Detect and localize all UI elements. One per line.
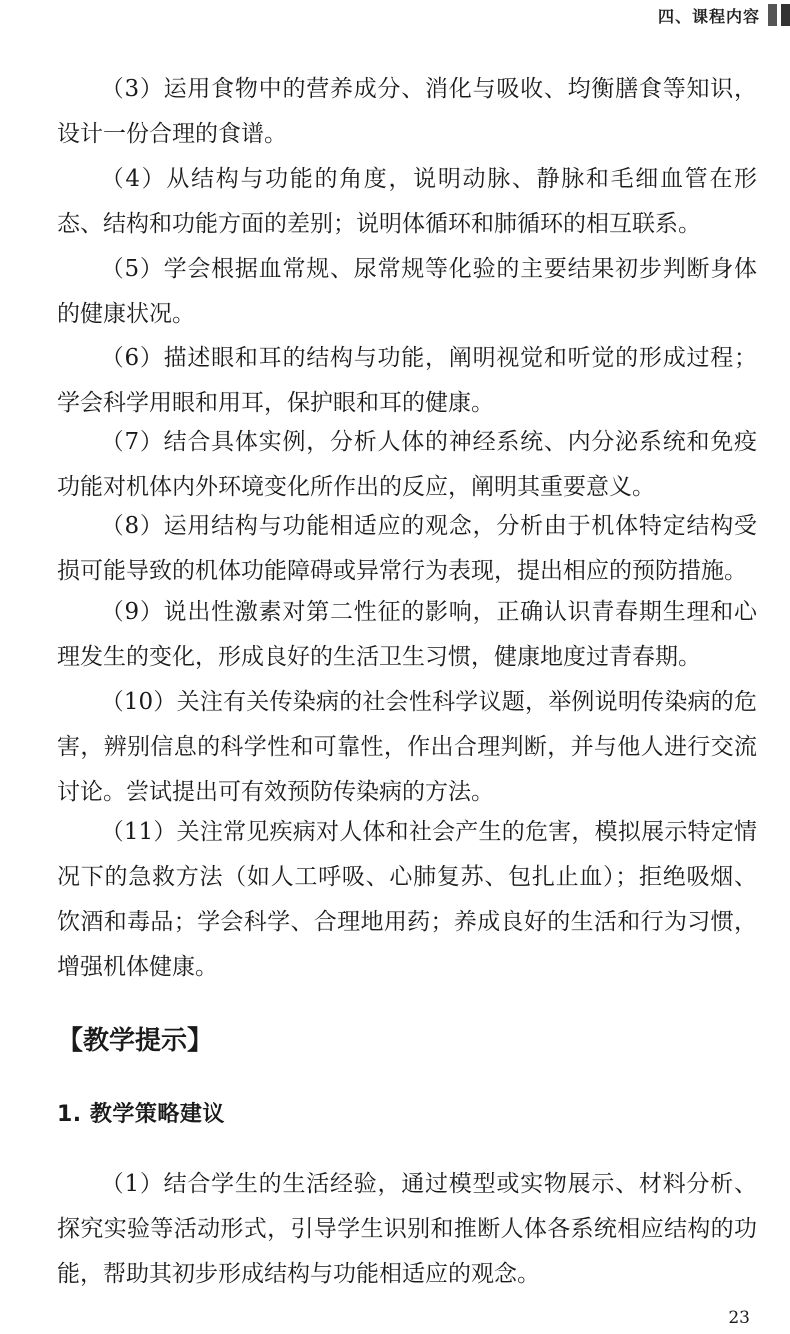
objective-paragraph-7: （7）结合具体实例，分析人体的神经系统、内分泌系统和免疫功能对机体内外环境变化所作出的反应，阐明其重要意义。	[57, 429, 757, 500]
strategy-paragraph-1: （1）结合学生的生活经验，通过模型或实物展示、材料分析、探究实验等活动形式，引导学生识别和推断人体各系统相应结构的功能，帮助其初步形成结构与功能相适应的观念。	[57, 1171, 757, 1287]
page-number: 23	[728, 1308, 750, 1328]
objective-paragraph-4: （4）从结构与功能的角度，说明动脉、静脉和毛细血管在形态、结构和功能方面的差别；说明体循环和肺循环的相互联系。	[57, 166, 757, 237]
objective-paragraph-8: （8）运用结构与功能相适应的观念，分析由于机体特定结构受损可能导致的机体功能障碍或异常行为表现，提出相应的预防措施。	[57, 513, 757, 584]
objective-paragraph-10: （10）关注有关传染病的社会性科学议题，举例说明传染病的危害，辨别信息的科学性和可靠性，作出合理判断，并与他人进行交流讨论。尝试提出可有效预防传染病的方法。	[57, 689, 757, 805]
teaching-strategy-subheading: 1. 教学策略建议	[57, 1102, 225, 1127]
teaching-tips-heading: 【教学提示】	[57, 1026, 214, 1056]
running-header	[658, 0, 790, 30]
objective-paragraph-3: （3）运用食物中的营养成分、消化与吸收、均衡膳食等知识，设计一份合理的食谱。	[57, 76, 757, 147]
section-title: 四、课程内容	[657, 6, 760, 26]
objective-paragraph-5: （5）学会根据血常规、尿常规等化验的主要结果初步判断身体的健康状况。	[57, 256, 757, 327]
header-bar-decoration	[781, 4, 790, 26]
header-bar-decoration	[768, 4, 777, 26]
objective-paragraph-11: （11）关注常见疾病对人体和社会产生的危害，模拟展示特定情况下的急救方法（如人工呼吸、心肺复苏、包扎止血）；拒绝吸烟、饮酒和毒品；学会科学、合理地用药；养成良好的生活和行为习惯，增强机体健康。	[57, 819, 757, 980]
objective-paragraph-6: （6）描述眼和耳的结构与功能，阐明视觉和听觉的形成过程；学会科学用眼和用耳，保护眼和耳的健康。	[57, 345, 757, 416]
objective-paragraph-9: （9）说出性激素对第二性征的影响，正确认识青春期生理和心理发生的变化，形成良好的生活卫生习惯，健康地度过青春期。	[57, 599, 757, 670]
